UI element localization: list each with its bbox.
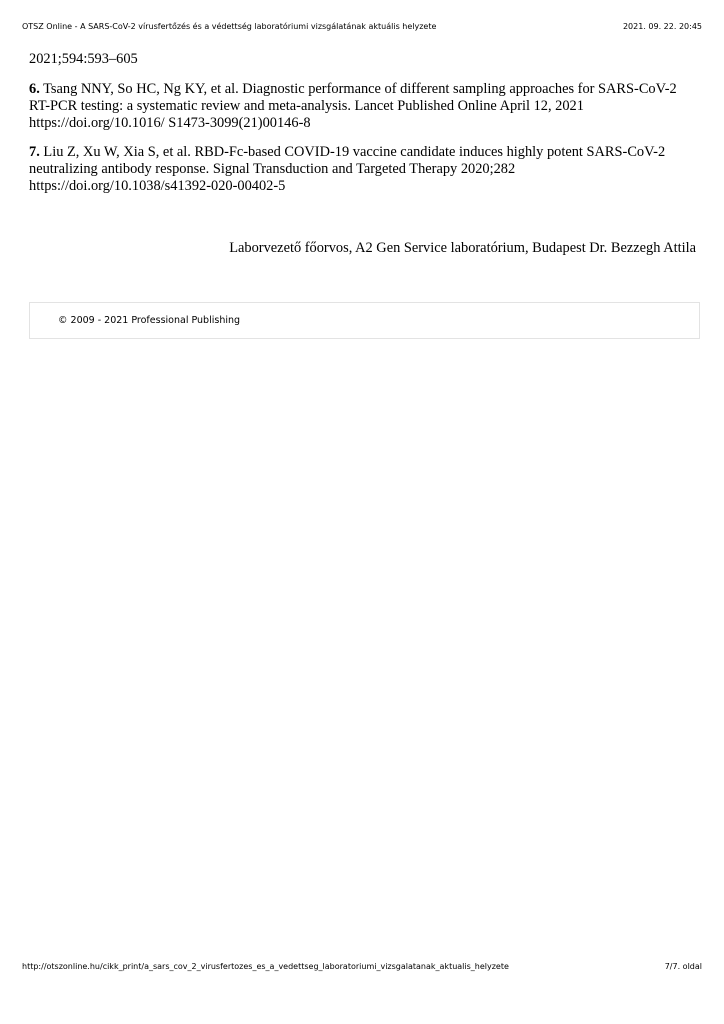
- reference-line: [29, 81, 701, 98]
- reference-tail: 2021;594:593–605: [29, 51, 138, 67]
- reference-doi-link[interactable]: https://doi.org/10.1038/s41392-020-00402-5: [29, 178, 286, 194]
- reference-text: Liu Z, Xu W, Xia S, et al. RBD-Fc-based COVID-19 vaccine candidate induces highly potent SARS-CoV-2: [43, 144, 666, 160]
- copyright-text: © 2009 - 2021 Professional Publishing: [58, 315, 241, 326]
- print-footer-page-number: 7/7. oldal: [664, 962, 702, 971]
- print-footer: [22, 961, 702, 975]
- article-content: [29, 51, 701, 207]
- print-footer-url: http://otszonline.hu/cikk_print/a_sars_cov_2_virusfertozes_es_a_vedettseg_laboratoriumi_vizsgalatanak_aktualis_helyzete: [22, 962, 509, 971]
- author-signature: Laborvezető főorvos, A2 Gen Service laboratórium, Budapest Dr. Bezzegh Attila: [229, 240, 696, 256]
- reference-line: neutralizing antibody response. Signal Transduction and Targeted Therapy 2020;282: [29, 161, 516, 177]
- reference-doi-link[interactable]: https://doi.org/10.1016/ S1473-3099(21)00146-8: [29, 115, 311, 131]
- reference-item: [29, 81, 701, 132]
- reference-line: RT-PCR testing: a systematic review and meta-analysis. Lancet Published Online April 12, 2021: [29, 98, 584, 114]
- reference-item: [29, 144, 701, 195]
- reference-number: 6.: [29, 81, 40, 97]
- reference-text: Tsang NNY, So HC, Ng KY, et al. Diagnostic performance of different sampling approaches for SARS-CoV-2: [43, 81, 677, 97]
- print-header: [22, 21, 702, 35]
- print-header-title: OTSZ Online - A SARS-CoV-2 vírusfertőzés és a védettség laboratóriumi vizsgálatának aktuális helyzete: [22, 22, 437, 31]
- copyright-box: [29, 302, 700, 339]
- reference-line: [29, 144, 701, 161]
- print-header-datetime: 2021. 09. 22. 20:45: [622, 22, 702, 31]
- reference-number: 7.: [29, 144, 40, 160]
